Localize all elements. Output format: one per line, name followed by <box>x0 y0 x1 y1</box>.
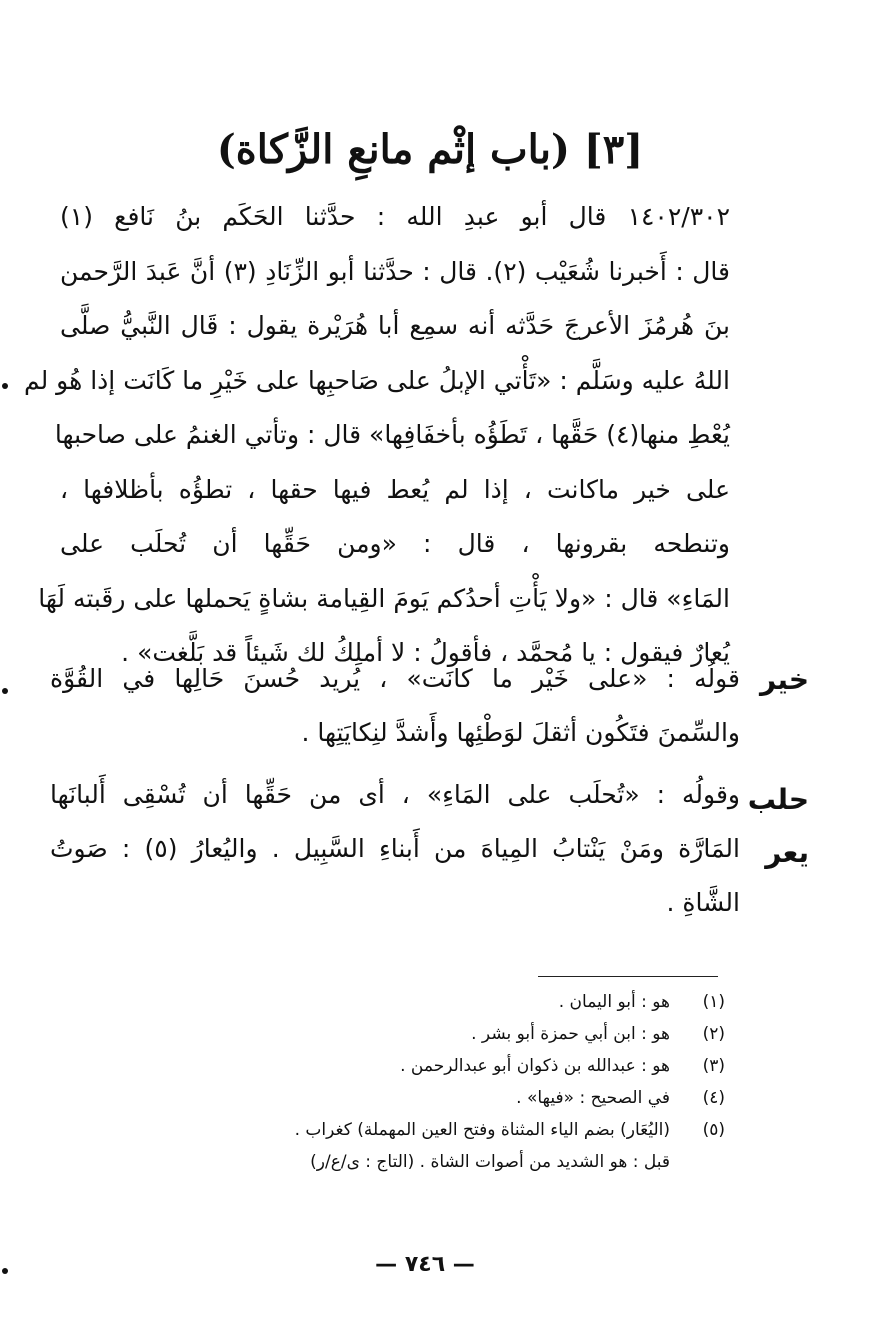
commentary-line: الشَّاةِ . <box>666 888 740 917</box>
commentary-line: قولُه : «على خَيْر ما كانَت» ، يُريد حُسنَ حَالِها في القُوَّة <box>50 664 740 693</box>
footnote-text: قبل : هو الشديد من أصوات الشاة . (التاج : ى/ع/ر) <box>310 1152 670 1172</box>
footnote <box>150 1018 725 1050</box>
hadith-line: يُعارٌ فيقول : يا مُحمَّد ، فأقولُ : لا أملِكُ لك شَيئاً قد بَلَّغت» . <box>121 638 730 667</box>
footnote-text: هو : أبو اليمان . <box>558 992 670 1012</box>
footnote-text: (اليُعَار) بضم الياء المثناة وفتح العين المهملة) كغراب . <box>294 1120 670 1140</box>
commentary-line: وقولُه : «تُحلَب على المَاءِ» ، أى من حَقِّها أن تُسْقِى أَلبانَها <box>50 780 740 809</box>
footnote <box>150 1082 725 1114</box>
margin-keyword: يعر <box>765 836 809 869</box>
footnote-number: (١) <box>702 992 725 1012</box>
hadith-line: المَاءِ» قال : «ولا يَأْتِ أحدُكم يَومَ القِيامة بشاةٍ يَحملها على رقَبته لَهَا <box>38 583 730 613</box>
footnote-number: (٣) <box>702 1056 725 1076</box>
scan-mark <box>2 383 8 389</box>
footnote <box>150 1050 725 1082</box>
hadith-line: وتنطحه بقرونها ، قال : «ومن حَقِّها أن تُحلَب على <box>60 529 730 558</box>
footnote-number: (٤) <box>702 1088 725 1108</box>
hadith-line: ١٤٠٢/٣٠٢ قال أبو عبدِ الله : حدَّثنا الحَكَم بنُ نَافع (١) <box>60 202 730 231</box>
footnote-text: في الصحيح : «فيها» . <box>516 1088 670 1108</box>
margin-keyword: خير <box>759 663 809 696</box>
page-number: — ٧٤٦ — <box>375 1252 475 1277</box>
hadith-text <box>23 190 730 681</box>
hadith-line: على خير ماكانت ، إذا لم يُعط فيها حقها ، تطؤُه بأظلافها ، <box>60 474 730 504</box>
footnote-continuation <box>150 1146 725 1178</box>
commentary-block <box>50 768 740 930</box>
hadith-line: يُعْطِ منها(٤) حَقَّها ، تَطَؤُه بأخفَافِها» قال : وتأتي الغنمُ على صاحبها <box>54 420 730 449</box>
footnote-divider <box>538 976 718 977</box>
scan-mark <box>2 688 8 694</box>
hadith-line: اللهُ عليه وسَلَّم : «تَأْتي الإبلُ على صَاحبِها على خَيْرِ ما كَانَت إذا هُو لم <box>23 365 730 395</box>
margin-keyword: حلب <box>747 783 809 816</box>
footnote-number: (٢) <box>702 1024 725 1044</box>
footnote <box>150 1114 725 1146</box>
scan-mark <box>2 1268 8 1274</box>
commentary-block <box>50 652 740 760</box>
footnote <box>150 986 725 1018</box>
commentary-line: المَارَّة ومَنْ يَنْتابُ المِياهَ من أَبناءِ السَّبِيل . واليُعارُ (٥) : صَوتُ <box>50 834 740 863</box>
footnote-number: (٥) <box>702 1120 725 1140</box>
chapter-title: [٣] (باب إثْم مانعِ الزَّكاة) <box>216 126 644 173</box>
hadith-line: قال : أَخبرنا شُعَيْب (٢). قال : حدَّثنا أبو الزِّنَادِ (٣) أنَّ عَبدَ الرَّحمن <box>60 256 730 286</box>
footnotes <box>150 986 725 1178</box>
hadith-line: بنَ هُرمُزَ الأعرجَ حَدَّثه أنه سمِع أبا هُرَيْرة يقول : قَال النَّبيُّ صلَّى <box>60 311 730 340</box>
footnote-text: هو : ابن أبي حمزة أبو بشر . <box>471 1024 670 1044</box>
commentary-line: والسِّمنَ فتَكُون أثقلَ لوَطْئِها وأَشدَّ لنِكايَتِها . <box>301 718 740 747</box>
footnote-text: هو : عبدالله بن ذكوان أبو عبدالرحمن . <box>400 1056 670 1076</box>
